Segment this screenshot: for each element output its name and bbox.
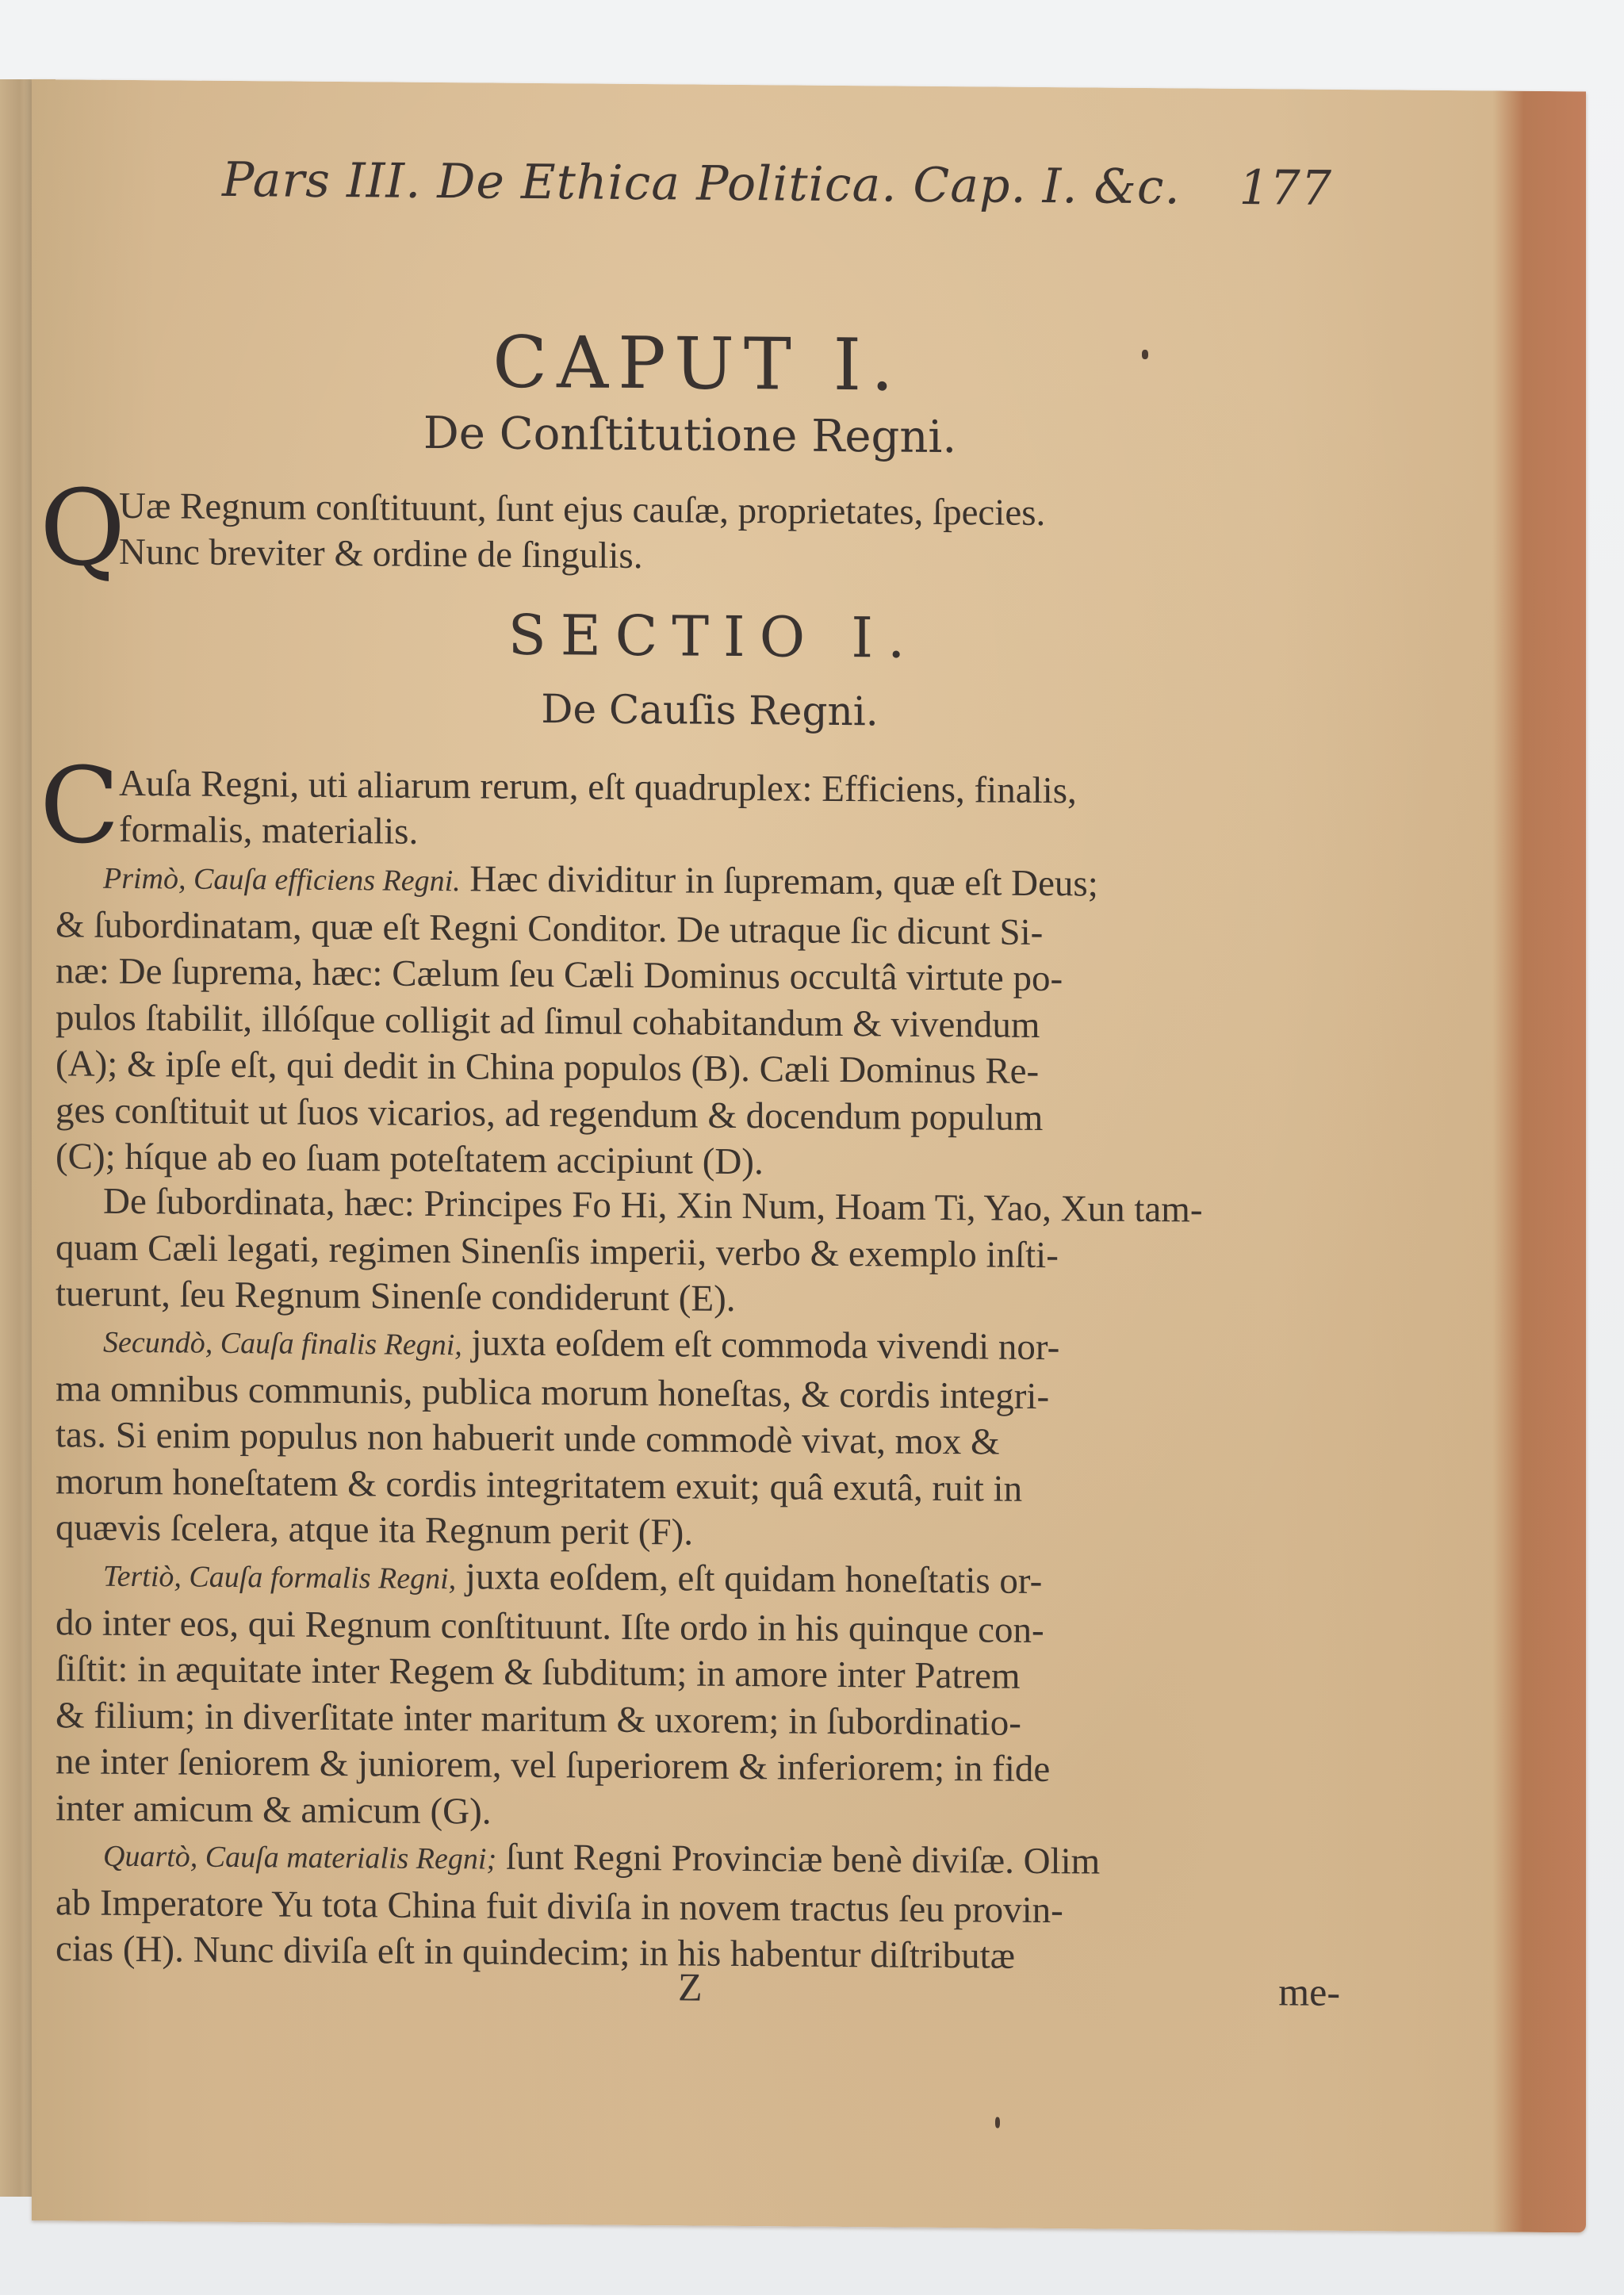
chapter-subtitle: De Conſtitutione Regni.	[423, 407, 957, 464]
book-page	[32, 79, 1586, 2232]
text-line: do inter eos, qui Regnum conſtituunt. Iſte ordo in his quinque con-	[56, 1601, 1044, 1651]
section-intro	[40, 745, 1340, 868]
text-run: juxta eoſdem, eſt quidam honeſtatis or-	[456, 1556, 1043, 1603]
section-title: SECTIO I.	[508, 602, 920, 671]
paragraph-causa-formalis	[56, 1550, 1340, 1841]
text-line: (C); híque ab eo ſuam poteſtatem accipiunt (D).	[56, 1136, 764, 1183]
chapter-title: CAPUT I.	[492, 320, 903, 408]
text-line: pulos ſtabilit, illóſque colligit ad ſimul cohabitandum & vivendum	[56, 996, 1040, 1046]
running-head-title: Pars III. De Ethica Politica. Cap. I. &c.	[222, 151, 1181, 216]
text-line: morum honeſtatem & cordis integritatem exuit; quâ exutâ, ruit in	[56, 1460, 1023, 1510]
page-text-block	[32, 79, 1586, 2232]
text-run: ſunt Regni Provinciæ benè diviſæ. Olim	[496, 1836, 1101, 1883]
paragraph-causa-materialis	[56, 1830, 1340, 1982]
paragraph-lead: Primò, Cauſa efficiens Regni.	[103, 861, 461, 898]
text-line: tas. Si enim populus non habuerit unde commodè vivat, mox &	[56, 1414, 1000, 1463]
text-line: (A); & ipſe eſt, qui dedit in China populos (B). Cæli Dominus Re-	[56, 1043, 1040, 1092]
text-line: Nunc breviter & ordine de ſingulis.	[119, 531, 643, 577]
section-intro-lines	[119, 761, 1340, 862]
paragraph-causa-efficiens	[56, 852, 1340, 1190]
paragraph-lead: Quartò, Cauſa materialis Regni;	[103, 1839, 497, 1876]
paragraph-lead: Secundò, Cauſa finalis Regni,	[103, 1325, 462, 1362]
text-line: quævis ſcelera, atque ita Regnum perit (F).	[56, 1507, 694, 1554]
text-line: næ: De ſuprema, hæc: Cælum ſeu Cæli Dominus occultâ virtute po-	[56, 950, 1063, 1000]
chapter-intro	[40, 467, 1340, 590]
dropcap-c: C	[40, 745, 120, 868]
text-line: inter amicum & amicum (G).	[56, 1787, 492, 1833]
text-line: quam Cæli legati, regimen Sinenſis imperii, verbo & exemplo inſti-	[56, 1226, 1059, 1276]
signature-mark: Z	[678, 1964, 703, 2010]
text-line: ab Imperatore Yu tota China fuit diviſa in novem tractus ſeu provin-	[56, 1881, 1063, 1931]
paragraph-causa-finalis	[56, 1316, 1340, 1561]
dropcap-q: Q	[40, 467, 126, 590]
text-line: tuerunt, ſeu Regnum Sinenſe condiderunt (E).	[56, 1273, 736, 1320]
text-line: ne inter ſeniorem & juniorem, vel ſuperiorem & inferiorem; in fide	[56, 1741, 1051, 1791]
text-line: cias (H). Nunc diviſa eſt in quindecim; in his habentur diſtributæ	[56, 1928, 1016, 1977]
text-line: Uæ Regnum conſtituunt, ſunt ejus cauſæ, proprietates, ſpecies.	[119, 485, 1046, 534]
ink-speck	[1142, 350, 1148, 359]
text-line: formalis, materialis.	[119, 808, 419, 852]
section-subtitle: De Cauſis Regni.	[541, 686, 879, 735]
page-number: 177	[1239, 159, 1332, 216]
text-line: ma omnibus communis, publica morum honeſtas, & cordis integri-	[56, 1367, 1050, 1417]
text-line: ſiſtit: in æquitate inter Regem & ſubditum; in amore inter Patrem	[56, 1648, 1021, 1697]
text-line: Auſa Regni, uti aliarum rerum, eſt quadruplex: Efficiens, finalis,	[119, 762, 1077, 812]
catchword: me-	[1278, 1969, 1340, 2014]
text-line: ges conſtituit ut ſuos vicarios, ad regendum & docendum populum	[56, 1089, 1044, 1139]
text-line: De ſubordinata, hæc: Principes Fo Hi, Xin Num, Hoam Ti, Yao, Xun tam-	[103, 1180, 1203, 1231]
running-head	[222, 152, 1332, 216]
paragraph-lead: Tertiò, Cauſa formalis Regni,	[103, 1559, 457, 1596]
chapter-intro-lines	[119, 483, 1340, 584]
paragraph-de-subordinata	[56, 1178, 1340, 1327]
text-line: & filium; in diverſitate inter maritum & uxorem; in ſubordinatio-	[56, 1694, 1021, 1744]
text-line: & ſubordinatam, quæ eſt Regni Conditor. De utraque ſic dicunt Si-	[56, 903, 1044, 953]
text-run: juxta eoſdem eſt commoda vivendi nor-	[462, 1322, 1060, 1369]
text-run: Hæc dividitur in ſupremam, quæ eſt Deus;	[460, 858, 1098, 905]
ink-speck	[995, 2117, 1000, 2128]
